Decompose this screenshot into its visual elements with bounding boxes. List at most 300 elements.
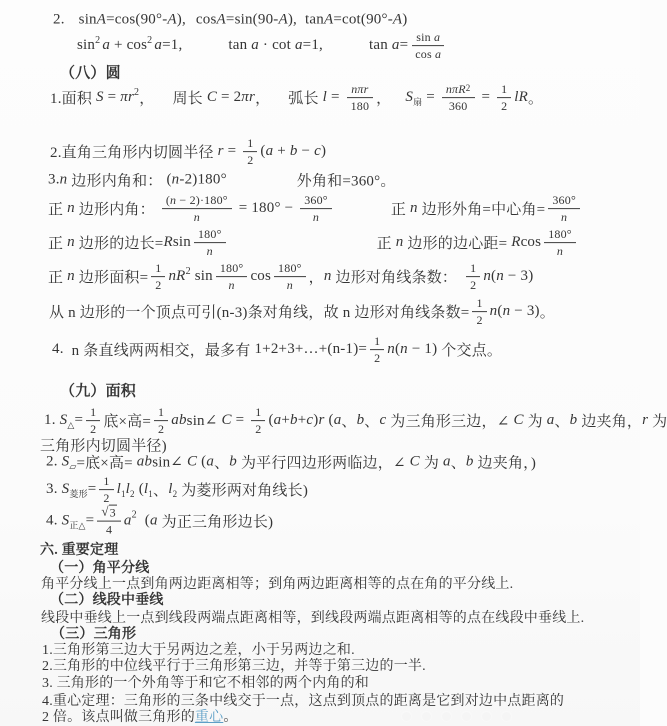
text-run: 边形内角： xyxy=(74,202,155,219)
math-roman: cos xyxy=(520,234,542,251)
math-italic: R xyxy=(163,234,173,251)
math-roman: sin xyxy=(77,37,96,54)
math-roman: tan xyxy=(368,37,392,54)
text-run: （一）角平分线 xyxy=(50,561,150,576)
math-roman: 2 xyxy=(501,99,508,114)
spacer xyxy=(65,20,79,21)
math-roman: cos xyxy=(250,268,272,285)
watermark-dots xyxy=(402,712,511,721)
math-roman: sin xyxy=(190,268,213,285)
fraction xyxy=(162,193,232,225)
math-roman: sin∠ xyxy=(186,413,222,430)
spacer xyxy=(182,46,228,47)
math-roman: ( xyxy=(134,481,144,498)
math-italic: n xyxy=(556,244,564,259)
text-run: 六. 重要定理 xyxy=(40,543,119,558)
watermark-dot xyxy=(482,712,491,721)
text-run: 4. xyxy=(46,512,62,529)
math-roman: − 3) xyxy=(503,268,534,285)
text-run: 2.三角形的中位线平行于三角形第三边，并等于第三边的一半. xyxy=(42,659,426,674)
math-roman: ( xyxy=(144,512,150,529)
math-italic: C xyxy=(206,89,218,106)
subscript: 2 xyxy=(172,489,178,500)
math-italic: n xyxy=(206,244,213,259)
heading-perpendicular-bisector xyxy=(50,589,164,609)
fraction xyxy=(442,82,475,114)
math-italic: A xyxy=(216,11,226,28)
sqrt-radical: √ 3 xyxy=(101,503,116,520)
fraction xyxy=(274,261,306,293)
math-roman: = xyxy=(477,89,495,106)
text-run: 底×高= xyxy=(103,414,152,431)
text-run: 1.面积 xyxy=(50,91,97,108)
text-run: 为 xyxy=(648,414,667,431)
math-italic: r xyxy=(642,412,649,429)
text-run: 正 xyxy=(390,202,410,219)
line-trig-identities xyxy=(77,30,448,62)
text-run: 三角形内切圆半径) xyxy=(40,438,167,455)
text-run: 弧长 xyxy=(288,91,323,108)
math-roman: 2 xyxy=(476,313,483,328)
math-roman: · cot xyxy=(258,37,295,54)
math-italic: C xyxy=(513,412,524,429)
text-run: 、 xyxy=(152,483,169,500)
math-italic: n xyxy=(395,234,404,251)
spacer xyxy=(457,277,463,278)
line-triangle-area xyxy=(44,405,667,437)
fraction xyxy=(472,296,486,328)
math-italic: A xyxy=(96,11,107,28)
text-run: 为三角形三边，∠ xyxy=(386,414,514,431)
text-run: ， xyxy=(255,91,271,108)
math-italic: A xyxy=(278,11,288,28)
math-italic: a xyxy=(123,512,132,529)
math-roman: =1, xyxy=(302,37,323,54)
math-roman: 4 xyxy=(105,523,113,537)
subscript: ▱ xyxy=(69,461,77,472)
math-italic: b xyxy=(465,453,474,470)
text-run: 外角和=360°。 xyxy=(296,173,396,190)
fraction xyxy=(466,261,480,293)
text-run: 边夹角， xyxy=(577,414,643,431)
math-italic: n xyxy=(67,268,75,285)
superscript: 2 xyxy=(134,87,140,98)
math-roman: 180° xyxy=(278,261,302,276)
math-roman: 1 xyxy=(255,405,262,420)
fraction xyxy=(497,82,511,114)
math-italic: C xyxy=(187,453,198,470)
text-run: 、 xyxy=(214,455,230,472)
spacer xyxy=(229,243,377,244)
math-italic: c xyxy=(379,412,387,429)
math-italic: b xyxy=(569,412,578,429)
math-roman: 1 xyxy=(155,261,162,276)
math-roman: tan xyxy=(305,11,324,28)
text-run: 为正三角形边长) xyxy=(157,514,274,531)
math-italic: πr xyxy=(241,89,256,106)
math-roman: = xyxy=(85,512,95,529)
fraction xyxy=(251,405,265,437)
text-run: 。 xyxy=(528,91,544,108)
math-roman: 2 xyxy=(247,153,254,168)
math-italic: S xyxy=(59,412,68,429)
math-italic: a xyxy=(434,30,441,45)
watermark-dot xyxy=(402,712,411,721)
text-run: 2. xyxy=(53,11,65,28)
math-italic: S xyxy=(61,453,70,470)
watermark-dot xyxy=(462,712,471,721)
superscript: 2 xyxy=(185,266,191,277)
math-roman: 1 xyxy=(90,405,97,420)
math-roman: =cos(90°- xyxy=(106,11,168,28)
math-roman: = 2 xyxy=(217,89,242,106)
subscript: 菱形 xyxy=(69,489,88,500)
math-italic: C xyxy=(221,412,232,429)
math-roman: cos xyxy=(415,47,436,62)
math-italic: n xyxy=(323,268,332,285)
line-regular-polygon-side xyxy=(48,227,579,259)
text-run: 2. xyxy=(46,453,62,470)
math-italic: a xyxy=(443,453,451,470)
math-italic: a xyxy=(149,512,158,529)
math-italic: nR xyxy=(168,268,186,285)
math-italic: a xyxy=(546,412,555,429)
spacer xyxy=(335,209,391,210)
math-italic: a xyxy=(294,37,303,54)
text-run: 3. xyxy=(48,171,60,188)
math-roman: = xyxy=(327,89,344,106)
math-italic: a xyxy=(333,412,342,429)
math-roman: 1 xyxy=(501,82,508,97)
text-run: 4. xyxy=(52,341,64,358)
math-roman: + xyxy=(273,143,290,160)
spacer xyxy=(186,20,196,21)
text-run: （九）面积 xyxy=(60,383,137,400)
math-italic: nπR xyxy=(445,82,466,97)
math-italic: ab xyxy=(136,453,153,470)
math-italic: n xyxy=(561,210,568,225)
math-italic: n xyxy=(502,303,511,320)
text-run: 正 xyxy=(376,236,396,253)
math-italic: S xyxy=(405,89,414,106)
math-roman: = xyxy=(399,37,409,54)
math-italic: n xyxy=(489,303,498,320)
text-run: ， xyxy=(139,91,155,108)
math-italic: a xyxy=(206,453,215,470)
math-roman: 2 xyxy=(470,278,477,293)
math-roman: 360° xyxy=(304,193,328,208)
math-italic: n xyxy=(496,268,504,285)
math-italic: A xyxy=(392,11,403,28)
text-run: 为 xyxy=(419,455,443,472)
math-italic: b xyxy=(229,453,237,470)
subscript: 1 xyxy=(148,489,153,500)
math-italic: c xyxy=(314,143,322,160)
watermark-dot xyxy=(442,712,451,721)
text-run: 从 n 边形的一个顶点可引(n-3)条对角线，故 n 边形对角线条数= xyxy=(49,305,470,322)
math-roman: + xyxy=(297,412,307,429)
math-roman: = xyxy=(87,481,97,498)
spacer xyxy=(227,180,297,181)
text-run: 正 xyxy=(48,236,68,253)
spacer xyxy=(64,350,72,351)
text-run: 2 倍。该点叫做三角形的 xyxy=(42,710,195,725)
math-italic: b xyxy=(290,412,298,429)
math-roman: ( xyxy=(324,412,334,429)
text-run: 边形内角和： xyxy=(67,173,163,190)
math-italic: l xyxy=(125,481,131,498)
math-italic: b xyxy=(289,143,298,160)
line-centroid-theorem-cont xyxy=(42,706,238,726)
math-italic: lR xyxy=(514,89,528,106)
text-run: 个交点。 xyxy=(437,343,503,360)
text-run: 为平行四边形两临边，∠ xyxy=(237,455,410,472)
spacer xyxy=(137,521,145,522)
math-roman: + cos xyxy=(110,37,148,54)
math-italic: ab xyxy=(171,412,187,429)
math-roman: − xyxy=(297,143,315,160)
math-italic: n xyxy=(228,278,235,293)
text-run: 正 xyxy=(48,270,68,287)
math-italic: n xyxy=(67,234,75,251)
math-italic: n xyxy=(400,341,408,358)
heading-six-theorems xyxy=(40,539,118,559)
math-roman: ( xyxy=(268,412,274,429)
math-italic: b xyxy=(356,412,365,429)
text-run: 4.重心定理：三角形的三条中线交于一点，这点到顶点的距离是它到对边中点距离的 xyxy=(42,694,565,709)
math-italic: r xyxy=(217,143,224,160)
math-italic: a xyxy=(102,37,111,54)
math-roman: ( xyxy=(260,143,266,160)
math-roman: sin xyxy=(416,30,435,45)
fraction xyxy=(97,505,121,538)
math-italic: c xyxy=(306,412,314,429)
math-roman: 1 xyxy=(158,405,165,420)
math-roman: 2 xyxy=(158,422,165,437)
text-run: 线段中垂线上一点到线段两端点距离相等，到线段两端点距离相等的点在线段中垂线上. xyxy=(41,611,585,626)
math-roman: 1 xyxy=(103,474,110,489)
text-run: 、 xyxy=(450,455,466,472)
text-run: n 条直线两两相交，最多有 xyxy=(71,343,255,360)
math-roman: 2 xyxy=(374,351,381,366)
subscript: 2 xyxy=(130,489,135,500)
math-italic: n xyxy=(286,278,293,293)
math-roman: ), xyxy=(176,11,186,28)
math-roman: = xyxy=(74,412,84,429)
line-intersections xyxy=(52,334,502,366)
math-roman: 1+2+3+…+(n-1)= xyxy=(254,341,368,358)
fraction xyxy=(86,405,100,437)
math-roman: tan xyxy=(228,37,252,54)
text-run: （八）圆 xyxy=(60,65,121,82)
spacer xyxy=(270,98,288,99)
math-italic: S xyxy=(96,89,104,106)
line-diagonal-count xyxy=(49,296,555,328)
text-run: 3. xyxy=(46,481,62,498)
text-run: 边形面积= xyxy=(74,270,149,287)
math-italic: a xyxy=(391,37,400,54)
line-equilateral-area xyxy=(46,505,273,538)
math-italic: a xyxy=(154,37,163,54)
math-italic: n xyxy=(387,341,395,358)
text-run: 边形的边心距= xyxy=(403,236,512,253)
math-italic: l xyxy=(168,481,173,498)
fraction xyxy=(99,474,113,506)
text-run: 1. xyxy=(44,412,60,429)
superscript: 2 xyxy=(95,35,101,46)
subscript: 扇 xyxy=(413,97,423,108)
text-run: （二）线段中垂线 xyxy=(50,593,164,608)
subscript: 1 xyxy=(120,489,126,500)
heading-sec8-circle xyxy=(60,62,121,83)
heading-sec9-area xyxy=(60,380,136,401)
text-run: 正 xyxy=(48,202,68,219)
math-roman: 2 xyxy=(90,422,97,437)
math-italic: πr xyxy=(120,89,135,106)
math-roman: sin xyxy=(78,11,97,28)
text-run: 2.直角三角形内切圆半径 xyxy=(50,145,218,162)
fraction xyxy=(194,227,226,259)
spacer xyxy=(297,20,305,21)
math-italic: n xyxy=(170,193,177,208)
math-roman: 1 xyxy=(247,136,254,151)
text-run: 为 xyxy=(523,414,547,431)
line-parallelogram-area xyxy=(46,452,536,473)
text-run: 、 xyxy=(341,414,357,431)
math-roman: ( xyxy=(394,341,401,358)
subscript: 正△ xyxy=(69,520,86,531)
fraction xyxy=(411,30,445,62)
math-roman: ) xyxy=(313,412,319,429)
line-circle-formulas xyxy=(50,82,543,114)
math-roman: =sin(90- xyxy=(225,11,279,28)
text-run: 边形的边长= xyxy=(74,236,164,253)
math-roman: 180° xyxy=(548,227,572,242)
math-roman: ) xyxy=(321,143,327,160)
math-roman: 2 xyxy=(255,422,262,437)
line-triangle-rule3 xyxy=(42,672,369,692)
text-run: ， xyxy=(308,270,324,287)
math-roman: 360 xyxy=(448,99,468,114)
subscript: △ xyxy=(67,420,75,431)
math-italic: S xyxy=(61,481,70,498)
math-roman: 180 xyxy=(350,99,370,114)
line-regular-polygon-interior xyxy=(48,193,583,225)
line-polygon-angle-sum xyxy=(48,170,396,191)
math-italic: a xyxy=(265,143,274,160)
math-roman: 1 xyxy=(470,261,477,276)
math-italic: r xyxy=(318,412,325,429)
math-roman: cos xyxy=(195,11,217,28)
math-roman: ( xyxy=(491,268,497,285)
math-roman: 1 xyxy=(476,296,483,311)
math-roman: 1 xyxy=(374,334,381,349)
math-italic: l xyxy=(322,89,327,106)
math-roman: ), xyxy=(287,11,297,28)
spacer xyxy=(154,98,172,99)
text-run: （三）三角形 xyxy=(51,627,137,642)
text-run: ， xyxy=(376,91,392,108)
math-italic: a xyxy=(435,47,442,62)
text-run: 1.三角形第三边大于另两边之差，小于另两边之和. xyxy=(42,643,355,658)
text-run: 边形外角=中心角= xyxy=(417,202,546,219)
math-roman: 2 xyxy=(103,491,110,506)
fraction xyxy=(370,334,384,366)
math-roman: =1, xyxy=(162,37,183,54)
math-roman: ( xyxy=(162,171,172,188)
spacer xyxy=(155,209,159,210)
watermark-dot xyxy=(422,712,431,721)
fraction xyxy=(154,405,168,437)
text-run: 周长 xyxy=(172,91,207,108)
math-roman: 2 xyxy=(155,278,162,293)
math-italic: S xyxy=(61,512,70,529)
math-italic: a xyxy=(251,37,259,54)
fraction xyxy=(347,82,374,114)
text-run: =底×高= xyxy=(76,455,137,472)
math-italic: l xyxy=(143,481,149,498)
math-italic: R xyxy=(511,234,521,251)
math-roman: − 3) xyxy=(510,303,540,320)
line-regular-polygon-area xyxy=(48,261,533,293)
math-italic: n xyxy=(171,171,180,188)
spacer xyxy=(323,46,369,47)
math-roman: 180° xyxy=(197,227,222,242)
fraction xyxy=(151,261,165,293)
fraction xyxy=(243,136,257,168)
centroid-link[interactable]: 重心 xyxy=(194,710,224,725)
math-roman: = xyxy=(422,89,439,106)
line-rhombus-area xyxy=(46,474,308,506)
math-roman: 360° xyxy=(552,193,576,208)
text-run: 为菱形两对角线长) xyxy=(177,483,309,500)
math-italic: C xyxy=(409,453,420,470)
math-italic: l xyxy=(116,481,121,498)
text-run: 角平分线上一点到角两边距离相等；到角两边距离相等的点在角的平分线上. xyxy=(41,577,514,592)
math-roman: 180° xyxy=(219,261,244,276)
fraction xyxy=(216,261,248,293)
text-run: 3. 三角形的一个外角等于和它不相邻的两个内角的和 xyxy=(42,676,369,691)
math-italic: A xyxy=(167,11,177,28)
math-italic: n xyxy=(483,268,492,285)
line-trig-cofunctions xyxy=(53,12,407,29)
math-italic: n xyxy=(193,210,200,225)
superscript: 2 xyxy=(147,35,153,46)
math-italic: nπr xyxy=(351,82,369,97)
math-roman: = 180° − xyxy=(234,200,298,217)
math-roman: = xyxy=(223,143,241,160)
line-incircle-radius xyxy=(50,136,326,168)
math-italic: n xyxy=(67,200,75,217)
math-italic: A xyxy=(323,11,334,28)
math-roman: sin∠ xyxy=(152,454,188,471)
fraction xyxy=(544,227,576,259)
fraction xyxy=(300,193,332,225)
superscript: 2 xyxy=(131,510,137,521)
math-italic: a xyxy=(273,412,282,429)
math-roman: ( xyxy=(165,193,171,208)
math-italic: n xyxy=(312,210,320,225)
text-run: 。 xyxy=(539,305,555,322)
text-run: 、 xyxy=(364,414,380,431)
math-roman: ( xyxy=(197,453,207,470)
text-run: 边形对角线条数： xyxy=(331,270,458,287)
math-italic: n xyxy=(409,200,418,217)
text-run: 。 xyxy=(223,710,238,725)
math-roman: − 1) xyxy=(407,341,438,358)
math-roman: = xyxy=(231,412,249,429)
math-roman: =cot(90°- xyxy=(333,11,393,28)
